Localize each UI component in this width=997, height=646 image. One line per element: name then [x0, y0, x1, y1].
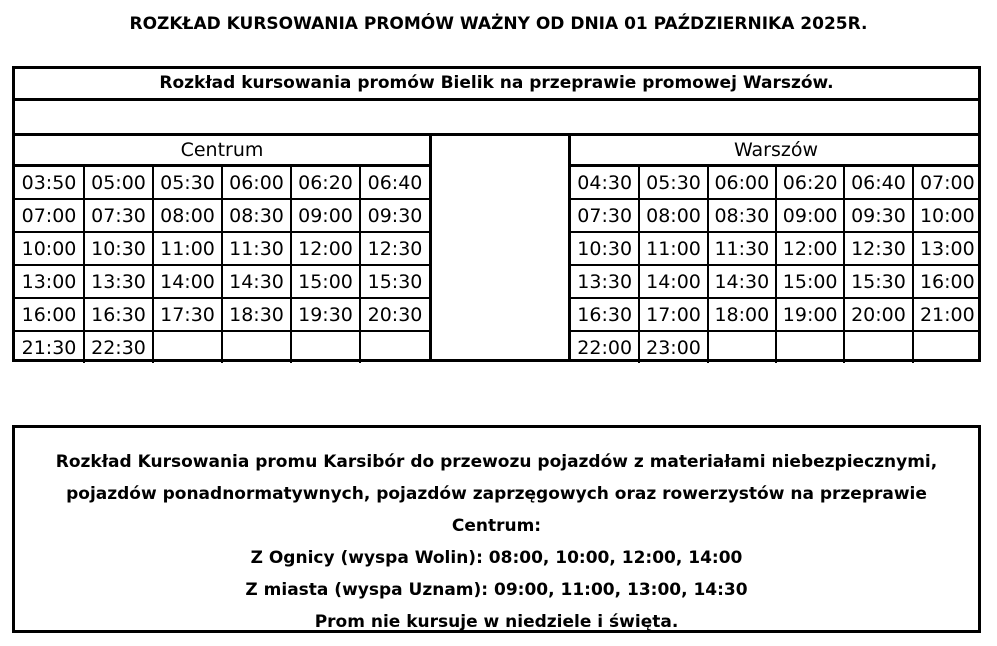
time-cell: 16:00 — [15, 298, 84, 331]
time-cell — [844, 331, 912, 363]
time-cell: 08:30 — [708, 199, 776, 232]
time-cell: 12:00 — [776, 232, 844, 265]
time-cell: 09:30 — [360, 199, 429, 232]
time-cell: 15:00 — [291, 265, 360, 298]
table-row — [15, 199, 429, 232]
time-cell: 06:00 — [708, 167, 776, 199]
time-cell — [776, 331, 844, 363]
time-cell — [222, 331, 291, 363]
time-cell: 06:20 — [291, 167, 360, 199]
column-divider — [429, 136, 432, 359]
time-cell: 16:00 — [913, 265, 981, 298]
time-cell: 20:30 — [360, 298, 429, 331]
karsibor-note: Prom nie kursuje w niedziele i święta. — [314, 612, 679, 632]
time-cell: 20:00 — [844, 298, 912, 331]
time-cell: 21:00 — [913, 298, 981, 331]
time-cell: 14:00 — [639, 265, 707, 298]
time-cell: 15:30 — [360, 265, 429, 298]
time-cell: 14:00 — [153, 265, 222, 298]
table-row — [571, 265, 981, 298]
table-row — [15, 167, 429, 199]
time-cell: 21:30 — [15, 331, 84, 363]
time-cell — [153, 331, 222, 363]
bielik-schedule — [12, 66, 981, 362]
time-cell: 16:30 — [571, 298, 639, 331]
time-cell: 17:00 — [639, 298, 707, 331]
table-row — [571, 331, 981, 363]
blank-row — [15, 101, 978, 136]
time-cell: 08:30 — [222, 199, 291, 232]
time-cell: 06:00 — [222, 167, 291, 199]
warszow-grid — [571, 167, 981, 363]
time-cell — [360, 331, 429, 363]
time-cell: 13:00 — [15, 265, 84, 298]
time-cell: 22:30 — [84, 331, 153, 363]
table-row — [571, 199, 981, 232]
time-cell: 13:00 — [913, 232, 981, 265]
centrum-grid — [15, 167, 429, 363]
time-cell: 12:30 — [360, 232, 429, 265]
table-row — [571, 298, 981, 331]
time-cell — [291, 331, 360, 363]
time-cell: 22:00 — [571, 331, 639, 363]
karsibor-from-ognica: Z Ognicy (wyspa Wolin): 08:00, 10:00, 12:00, 14:00 — [250, 548, 743, 568]
time-cell: 09:00 — [291, 199, 360, 232]
time-cell: 07:00 — [913, 167, 981, 199]
time-cell: 07:30 — [571, 199, 639, 232]
time-cell: 08:00 — [153, 199, 222, 232]
time-cell: 09:00 — [776, 199, 844, 232]
time-cell: 19:30 — [291, 298, 360, 331]
time-cell: 06:40 — [844, 167, 912, 199]
time-cell: 11:30 — [708, 232, 776, 265]
warszow-timetable — [568, 136, 981, 359]
time-cell: 17:30 — [153, 298, 222, 331]
table-row — [15, 298, 429, 331]
time-cell: 18:00 — [708, 298, 776, 331]
table-row — [571, 167, 981, 199]
time-cell: 08:00 — [639, 199, 707, 232]
time-cell: 12:30 — [844, 232, 912, 265]
time-cell: 04:30 — [571, 167, 639, 199]
table-row — [15, 232, 429, 265]
time-cell: 06:20 — [776, 167, 844, 199]
karsibor-description: Rozkład Kursowania promu Karsibór do przewozu pojazdów z materiałami niebezpiecznymi, pojazdów ponadnormatywnych, pojazdów zaprzęgowych oraz rowerzystów na przeprawie Centrum: — [55, 452, 938, 536]
time-cell: 07:00 — [15, 199, 84, 232]
warszow-header: Warszów — [571, 136, 981, 167]
time-cell: 15:00 — [776, 265, 844, 298]
time-cell: 23:00 — [639, 331, 707, 363]
time-cell: 05:30 — [153, 167, 222, 199]
time-cell: 13:30 — [84, 265, 153, 298]
time-cell: 07:30 — [84, 199, 153, 232]
time-cell: 19:00 — [776, 298, 844, 331]
time-cell: 10:30 — [84, 232, 153, 265]
time-cell: 06:40 — [360, 167, 429, 199]
table-row — [571, 232, 981, 265]
karsibor-schedule — [12, 425, 981, 633]
time-cell: 11:00 — [153, 232, 222, 265]
time-cell — [708, 331, 776, 363]
time-cell: 05:00 — [84, 167, 153, 199]
time-cell: 05:30 — [639, 167, 707, 199]
table-row — [15, 265, 429, 298]
time-cell: 10:00 — [15, 232, 84, 265]
time-cell: 16:30 — [84, 298, 153, 331]
time-cell: 12:00 — [291, 232, 360, 265]
bielik-schedule-title: Rozkład kursowania promów Bielik na przeprawie promowej Warszów. — [15, 69, 978, 101]
time-cell: 15:30 — [844, 265, 912, 298]
time-cell: 10:30 — [571, 232, 639, 265]
time-cell: 13:30 — [571, 265, 639, 298]
table-row — [15, 331, 429, 363]
centrum-header: Centrum — [15, 136, 429, 167]
time-cell: 14:30 — [222, 265, 291, 298]
time-cell: 11:00 — [639, 232, 707, 265]
time-cell: 11:30 — [222, 232, 291, 265]
time-cell: 18:30 — [222, 298, 291, 331]
time-cell: 14:30 — [708, 265, 776, 298]
time-cell — [913, 331, 981, 363]
page-title: ROZKŁAD KURSOWANIA PROMÓW WAŻNY OD DNIA 01 PAŹDZIERNIKA 2025R. — [129, 14, 868, 34]
time-cell: 03:50 — [15, 167, 84, 199]
centrum-timetable — [15, 136, 429, 359]
karsibor-from-miasto: Z miasta (wyspa Uznam): 09:00, 11:00, 13:00, 14:30 — [245, 580, 748, 600]
time-cell: 09:30 — [844, 199, 912, 232]
time-cell: 10:00 — [913, 199, 981, 232]
